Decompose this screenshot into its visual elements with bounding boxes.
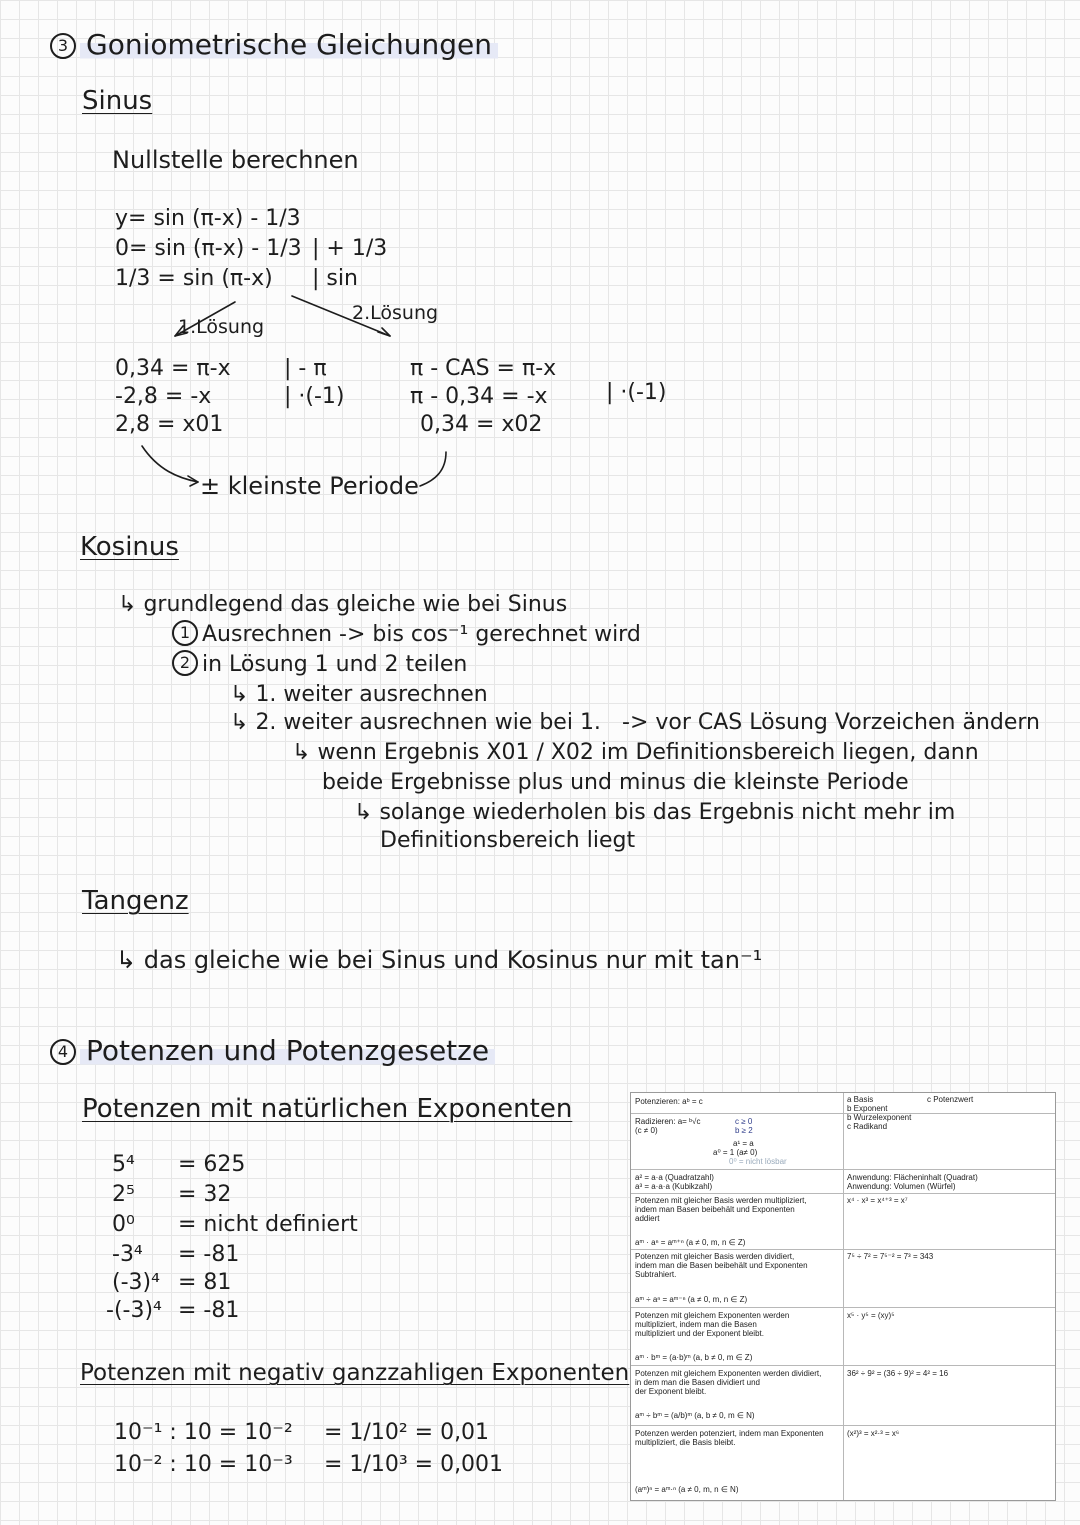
cell-r4-example: x⁴ · x³ = x⁴⁺³ = x⁷ xyxy=(847,1196,908,1205)
sinus-line-1: y= sin (π-x) - 1/3 xyxy=(115,206,301,231)
cell-r4-1: Potenzen mit gleicher Basis werden multipliziert, xyxy=(635,1196,807,1205)
cell-anwendung-volumen: Anwendung: Volumen (Würfel) xyxy=(847,1182,956,1191)
sol2-line-1: π - CAS = π-x xyxy=(410,356,557,381)
cell-r6-example: x⁵ · y⁵ = (xy)⁵ xyxy=(847,1311,895,1320)
section-4-number: 4 xyxy=(50,1039,76,1065)
cell-wurzelexponent: b Wurzelexponent xyxy=(847,1113,912,1122)
table-row xyxy=(631,1425,1055,1426)
kosinus-line-1: ↳ grundlegend das gleiche wie bei Sinus xyxy=(118,592,568,617)
cell-r8-2: multipliziert, die Basis bleibt. xyxy=(635,1438,736,1447)
section-3-number: 3 xyxy=(50,33,76,59)
kosinus-line-8: beide Ergebnisse plus und minus die kleinste Periode xyxy=(322,770,909,795)
nat-expr-6: -(-3)⁴ xyxy=(106,1298,162,1323)
cell-r7-example: 36² ÷ 9² = (36 ÷ 9)² = 4² = 16 xyxy=(847,1369,949,1378)
natural-exponents-heading: Potenzen mit natürlichen Exponenten xyxy=(82,1094,573,1124)
sol1-op-1: | - π xyxy=(284,356,327,381)
step-1-number: 1 xyxy=(172,620,198,646)
cell-potenzieren: Potenzieren: aᵇ = c xyxy=(635,1097,703,1106)
kosinus-line-9: ↳ solange wiederholen bis das Ergebnis nicht mehr im xyxy=(354,800,956,825)
cell-r6-formula: aᵐ · bᵐ = (a·b)ᵐ (a, b ≠ 0, m ∈ Z) xyxy=(635,1353,753,1362)
cell-r8-1: Potenzen werden potenziert, indem man Exponenten xyxy=(635,1429,824,1438)
table-row xyxy=(631,1169,1055,1170)
sol1-op-2: | ·(-1) xyxy=(284,384,345,409)
cell-r5-example: 7⁵ ÷ 7² = 7⁵⁻² = 7³ = 343 xyxy=(847,1252,934,1261)
sinus-line-3: 1/3 = sin (π-x) xyxy=(115,266,273,291)
neg-expr-2: 10⁻² : 10 = 10⁻³ xyxy=(114,1452,293,1477)
kosinus-text-1: grundlegend das gleiche wie bei Sinus xyxy=(143,592,568,617)
kosinus-text-9: solange wiederholen bis das Ergebnis nicht mehr im xyxy=(379,800,956,825)
solution-2-label: 2.Lösung xyxy=(352,302,439,324)
nat-result-3: = nicht definiert xyxy=(178,1212,358,1237)
kosinus-line-3 xyxy=(172,650,467,677)
cell-basis: a Basis xyxy=(847,1095,874,1104)
kosinus-text-5: 2. weiter ausrechnen wie bei 1. xyxy=(255,710,601,735)
kosinus-heading: Kosinus xyxy=(80,532,179,562)
periode-note: ± kleinste Periode xyxy=(200,472,419,500)
cell-r6-1: Potenzen mit gleichem Exponenten werden xyxy=(635,1311,790,1320)
nat-result-5: = 81 xyxy=(178,1270,232,1295)
kosinus-line-2 xyxy=(172,620,641,647)
cell-anwendung-flaeche: Anwendung: Flächeninhalt (Quadrat) xyxy=(847,1173,978,1182)
cell-quadrat: a² = a·a (Quadratzahl) xyxy=(635,1173,714,1182)
cell-r5-2: indem man die Basen beibehält und Exponenten xyxy=(635,1261,808,1270)
sinus-heading: Sinus xyxy=(82,86,153,116)
negative-exponents-heading-text: Potenzen mit negativ ganzzahligen Exponenten xyxy=(80,1360,630,1386)
table-row xyxy=(631,1113,1055,1114)
cell-cond-b: b ≥ 2 xyxy=(735,1126,753,1135)
kosinus-text-2: Ausrechnen -> bis cos⁻¹ gerechnet wird xyxy=(202,622,641,647)
kosinus-line-4: ↳ 1. weiter ausrechnen xyxy=(230,682,488,707)
cell-radizieren-cond: (c ≠ 0) xyxy=(635,1126,658,1135)
negative-exponents-heading xyxy=(80,1360,629,1386)
kosinus-line-5: ↳ 2. weiter ausrechnen wie bei 1. xyxy=(230,710,601,735)
neg-frac-2: = 1/10³ = 0,001 xyxy=(324,1452,504,1477)
cell-r6-2: multipliziert, indem man die Basen xyxy=(635,1320,757,1329)
cell-cond-c: c ≥ 0 xyxy=(735,1117,753,1126)
kosinus-text-7: wenn Ergebnis X01 / X02 im Definitionsbereich liegen, dann xyxy=(317,740,979,765)
cell-r7-formula: aᵐ ÷ bᵐ = (a/b)ᵐ (a, b ≠ 0, m ∈ N) xyxy=(635,1411,755,1420)
nat-result-4: = -81 xyxy=(178,1242,240,1267)
nat-expr-5: (-3)⁴ xyxy=(112,1270,160,1295)
nat-expr-2: 2⁵ xyxy=(112,1182,135,1207)
cell-r4-2: indem man Basen beibehält und Exponenten xyxy=(635,1205,795,1214)
nat-expr-4: -3⁴ xyxy=(112,1242,143,1267)
table-row xyxy=(631,1193,1055,1194)
section-4-title-text: Potenzen und Potenzgesetze xyxy=(80,1034,495,1067)
sol1-line-3: 2,8 = x01 xyxy=(115,412,224,437)
tangenz-heading: Tangenz xyxy=(82,886,189,916)
cell-r4-3: addiert xyxy=(635,1214,660,1223)
kosinus-line-10: Definitionsbereich liegt xyxy=(380,828,636,853)
tangenz-line: ↳ das gleiche wie bei Sinus und Kosinus nur mit tan⁻¹ xyxy=(116,946,763,974)
kosinus-line-7: ↳ wenn Ergebnis X01 / X02 im Definitionsbereich liegen, dann xyxy=(292,740,979,765)
section-3-title-text: Goniometrische Gleichungen xyxy=(80,28,498,61)
sol2-line-2: π - 0,34 = -x xyxy=(410,384,548,409)
nat-expr-1: 5⁴ xyxy=(112,1152,135,1177)
nat-expr-3: 0⁰ xyxy=(112,1212,135,1237)
nat-result-6: = -81 xyxy=(178,1298,240,1323)
cell-r7-3: der Exponent bleibt. xyxy=(635,1387,707,1396)
kosinus-line-6: -> vor CAS Lösung Vorzeichen ändern xyxy=(622,710,1040,735)
sinus-op-2: | sin xyxy=(312,266,358,291)
step-2-number: 2 xyxy=(172,650,198,676)
cell-radizieren: Radizieren: a= ᵇ√c xyxy=(635,1117,701,1126)
cell-a1: a¹ = a xyxy=(733,1139,754,1148)
cell-r7-2: in dem man die Basen dividiert und xyxy=(635,1378,760,1387)
sinus-op-1: | + 1/3 xyxy=(312,236,388,261)
kosinus-text-3: in Lösung 1 und 2 teilen xyxy=(202,652,468,677)
cell-a0: a⁰ = 1 (a≠ 0) xyxy=(713,1148,758,1157)
sol2-op: | ·(-1) xyxy=(606,380,667,405)
sinus-line-2: 0= sin (π-x) - 1/3 xyxy=(115,236,302,261)
cell-r5-formula: aᵐ ÷ aⁿ = aᵐ⁻ⁿ (a ≠ 0, m, n ∈ Z) xyxy=(635,1295,748,1304)
nat-result-2: = 32 xyxy=(178,1182,232,1207)
cell-potenzwert: c Potenzwert xyxy=(927,1095,974,1104)
cell-r4-formula: aᵐ · aⁿ = aᵐ⁺ⁿ (a ≠ 0, m, n ∈ Z) xyxy=(635,1238,746,1247)
neg-frac-1: = 1/10² = 0,01 xyxy=(324,1420,490,1445)
nat-result-1: = 625 xyxy=(178,1152,246,1177)
cell-00: 0⁰ = nicht lösbar xyxy=(729,1157,787,1166)
cell-radikand: c Radikand xyxy=(847,1122,888,1131)
section-4-title xyxy=(50,1034,495,1067)
table-row xyxy=(631,1365,1055,1366)
nullstelle-heading: Nullstelle berechnen xyxy=(112,146,359,174)
table-row xyxy=(631,1249,1055,1250)
sol1-line-1: 0,34 = π-x xyxy=(115,356,231,381)
power-laws-table xyxy=(630,1092,1056,1501)
cell-r7-1: Potenzen mit gleichem Exponenten werden dividiert, xyxy=(635,1369,822,1378)
cell-kubik: a³ = a·a·a (Kubikzahl) xyxy=(635,1182,713,1191)
cell-r6-3: multipliziert und der Exponent bleibt. xyxy=(635,1329,764,1338)
cell-r8-formula: (aᵐ)ⁿ = aᵐ·ⁿ (a ≠ 0, m, n ∈ N) xyxy=(635,1485,739,1494)
solution-1-label: 1.Lösung xyxy=(178,316,265,338)
kosinus-text-4: 1. weiter ausrechnen xyxy=(255,682,488,707)
sol1-line-2: -2,8 = -x xyxy=(115,384,212,409)
cell-r5-1: Potenzen mit gleicher Basis werden dividiert, xyxy=(635,1252,795,1261)
cell-r8-example: (x²)³ = x²·³ = x⁶ xyxy=(847,1429,900,1438)
tangenz-text: das gleiche wie bei Sinus und Kosinus nur mit tan⁻¹ xyxy=(143,946,763,974)
sol2-line-3: 0,34 = x02 xyxy=(420,412,543,437)
table-row xyxy=(631,1307,1055,1308)
table-divider xyxy=(843,1093,844,1500)
neg-expr-1: 10⁻¹ : 10 = 10⁻² xyxy=(114,1420,293,1445)
cell-r5-3: Subtrahiert. xyxy=(635,1270,677,1279)
cell-exponent: b Exponent xyxy=(847,1104,888,1113)
